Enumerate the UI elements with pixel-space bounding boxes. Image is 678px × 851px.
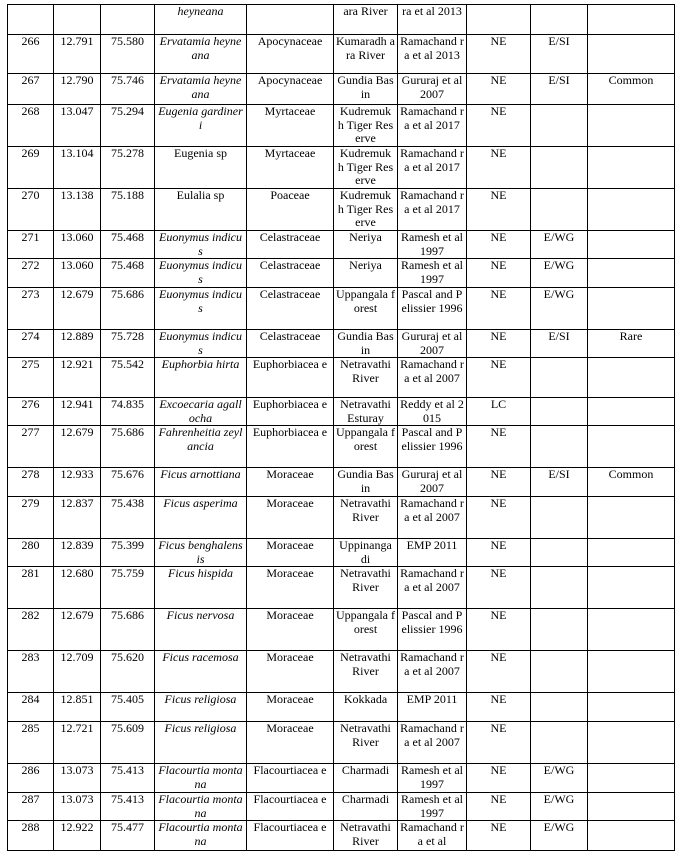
endemism-cell [531, 105, 588, 147]
iucn-status-cell: NE [467, 358, 531, 398]
endemism-cell: E/WG [531, 793, 588, 821]
family-name-cell: Apocynaceae [247, 74, 334, 105]
species-name-cell: Eugenia sp [155, 147, 247, 189]
abundance-status-cell [588, 147, 675, 189]
table-row [8, 609, 675, 651]
longitude-cell: 75.620 [101, 651, 155, 693]
location-cell: Gundia Basin [334, 74, 398, 105]
abundance-status-cell [588, 651, 675, 693]
latitude-cell: 12.721 [54, 722, 101, 764]
species-name-cell: Eugenia gardineri [155, 105, 247, 147]
abundance-status-cell [588, 426, 675, 468]
family-name-cell: Flacourtiacea e [247, 821, 334, 851]
latitude-cell: 12.851 [54, 693, 101, 722]
iucn-status-cell: NE [467, 147, 531, 189]
endemism-cell: E/SI [531, 330, 588, 358]
table-row [8, 722, 675, 764]
table-row [8, 147, 675, 189]
abundance-status-cell [588, 764, 675, 793]
location-cell: Uppinanga di [334, 539, 398, 567]
endemism-cell: E/SI [531, 468, 588, 497]
family-name-cell: Moraceae [247, 539, 334, 567]
abundance-status-cell [588, 231, 675, 259]
endemism-cell [531, 5, 588, 35]
longitude-cell: 75.413 [101, 764, 155, 793]
row-number-cell: 281 [8, 567, 54, 609]
iucn-status-cell: NE [467, 497, 531, 539]
species-name-cell: Ficus benghalensis [155, 539, 247, 567]
abundance-status-cell [588, 358, 675, 398]
table-row [8, 105, 675, 147]
source-reference-cell: Ramachand ra et al 2007 [398, 651, 467, 693]
latitude-cell: 12.933 [54, 468, 101, 497]
family-name-cell: Apocynaceae [247, 35, 334, 74]
latitude-cell: 12.922 [54, 821, 101, 851]
source-reference-cell: EMP 2011 [398, 693, 467, 722]
source-reference-cell: Pascal and Pelissier 1996 [398, 609, 467, 651]
species-name-cell: Ervatamia heyneana [155, 74, 247, 105]
longitude-cell: 75.399 [101, 539, 155, 567]
family-name-cell: Celastraceae [247, 288, 334, 330]
abundance-status-cell [588, 693, 675, 722]
row-number-cell [8, 5, 54, 35]
latitude-cell: 12.791 [54, 35, 101, 74]
iucn-status-cell [467, 5, 531, 35]
row-number-cell: 266 [8, 35, 54, 74]
iucn-status-cell: NE [467, 609, 531, 651]
iucn-status-cell: NE [467, 722, 531, 764]
family-name-cell: Moraceae [247, 468, 334, 497]
species-name-cell: Ficus nervosa [155, 609, 247, 651]
abundance-status-cell [588, 821, 675, 851]
latitude-cell: 13.073 [54, 764, 101, 793]
location-cell: Uppangala forest [334, 609, 398, 651]
source-reference-cell: Ramachand ra et al 2017 [398, 147, 467, 189]
table-row [8, 821, 675, 851]
abundance-status-cell: Common [588, 74, 675, 105]
endemism-cell: E/WG [531, 231, 588, 259]
abundance-status-cell [588, 5, 675, 35]
species-name-cell: Flacourtia montana [155, 821, 247, 851]
abundance-status-cell: Rare [588, 330, 675, 358]
location-cell: Netravathi River [334, 358, 398, 398]
iucn-status-cell: LC [467, 398, 531, 426]
location-cell: Kudremuk h Tiger Reserve [334, 147, 398, 189]
iucn-status-cell: NE [467, 74, 531, 105]
latitude-cell: 12.790 [54, 74, 101, 105]
endemism-cell [531, 398, 588, 426]
longitude-cell: 75.686 [101, 426, 155, 468]
family-name-cell: Moraceae [247, 693, 334, 722]
species-name-cell: Excoecaria agallocha [155, 398, 247, 426]
table-row [8, 35, 675, 74]
endemism-cell: E/WG [531, 821, 588, 851]
abundance-status-cell [588, 539, 675, 567]
species-name-cell: Euonymus indicus [155, 330, 247, 358]
longitude-cell: 75.413 [101, 793, 155, 821]
location-cell: Netravathi Esturay [334, 398, 398, 426]
table-row [8, 468, 675, 497]
longitude-cell: 75.477 [101, 821, 155, 851]
location-cell: Uppangala forest [334, 426, 398, 468]
longitude-cell: 75.676 [101, 468, 155, 497]
row-number-cell: 284 [8, 693, 54, 722]
species-name-cell: Ervatamia heyneana [155, 35, 247, 74]
species-name-cell: Flacourtia montana [155, 793, 247, 821]
abundance-status-cell [588, 398, 675, 426]
iucn-status-cell: NE [467, 35, 531, 74]
longitude-cell: 75.468 [101, 259, 155, 288]
latitude-cell: 12.680 [54, 567, 101, 609]
table-row [8, 358, 675, 398]
table-row [8, 651, 675, 693]
source-reference-cell: Gururaj et al 2007 [398, 468, 467, 497]
species-name-cell: Ficus arnottiana [155, 468, 247, 497]
iucn-status-cell: NE [467, 330, 531, 358]
latitude-cell: 13.060 [54, 231, 101, 259]
location-cell: Netravathi River [334, 722, 398, 764]
latitude-cell: 13.104 [54, 147, 101, 189]
latitude-cell: 12.679 [54, 609, 101, 651]
latitude-cell: 12.679 [54, 288, 101, 330]
abundance-status-cell [588, 259, 675, 288]
row-number-cell: 277 [8, 426, 54, 468]
endemism-cell [531, 539, 588, 567]
endemism-cell [531, 651, 588, 693]
source-reference-cell: Pascal and Pelissier 1996 [398, 288, 467, 330]
row-number-cell: 279 [8, 497, 54, 539]
table-row [8, 231, 675, 259]
table-row [8, 567, 675, 609]
row-number-cell: 267 [8, 74, 54, 105]
family-name-cell: Moraceae [247, 567, 334, 609]
family-name-cell: Euphorbiacea e [247, 358, 334, 398]
row-number-cell: 286 [8, 764, 54, 793]
latitude-cell: 12.709 [54, 651, 101, 693]
family-name-cell: Moraceae [247, 497, 334, 539]
longitude-cell [101, 5, 155, 35]
row-number-cell: 270 [8, 189, 54, 231]
abundance-status-cell [588, 105, 675, 147]
abundance-status-cell [588, 567, 675, 609]
species-name-cell: Ficus religiosa [155, 693, 247, 722]
species-name-cell: Eulalia sp [155, 189, 247, 231]
species-name-cell: Euonymus indicus [155, 259, 247, 288]
latitude-cell: 12.839 [54, 539, 101, 567]
latitude-cell: 13.073 [54, 793, 101, 821]
family-name-cell: Celastraceae [247, 259, 334, 288]
source-reference-cell: Ramachand ra et al 2007 [398, 567, 467, 609]
source-reference-cell: Ramachand ra et al [398, 821, 467, 851]
iucn-status-cell: NE [467, 793, 531, 821]
species-name-cell: Fahrenheitia zeylancia [155, 426, 247, 468]
longitude-cell: 75.542 [101, 358, 155, 398]
table-row [8, 539, 675, 567]
row-number-cell: 278 [8, 468, 54, 497]
species-name-cell: Flacourtia montana [155, 764, 247, 793]
location-cell: Netravathi River [334, 651, 398, 693]
abundance-status-cell [588, 288, 675, 330]
row-number-cell: 287 [8, 793, 54, 821]
latitude-cell: 13.138 [54, 189, 101, 231]
longitude-cell: 75.278 [101, 147, 155, 189]
location-cell: Kudremuk h Tiger Reserve [334, 105, 398, 147]
family-name-cell: Poaceae [247, 189, 334, 231]
iucn-status-cell: NE [467, 821, 531, 851]
source-reference-cell: ra et al 2013 [398, 5, 467, 35]
species-name-cell: Ficus religiosa [155, 722, 247, 764]
abundance-status-cell [588, 35, 675, 74]
latitude-cell: 12.889 [54, 330, 101, 358]
table-row [8, 497, 675, 539]
source-reference-cell: Ramesh et al 1997 [398, 259, 467, 288]
iucn-status-cell: NE [467, 567, 531, 609]
table-row [8, 330, 675, 358]
row-number-cell: 273 [8, 288, 54, 330]
table-row [8, 793, 675, 821]
endemism-cell: E/SI [531, 74, 588, 105]
row-number-cell: 268 [8, 105, 54, 147]
iucn-status-cell: NE [467, 259, 531, 288]
location-cell: Charmadi [334, 764, 398, 793]
endemism-cell: E/WG [531, 288, 588, 330]
table-row [8, 693, 675, 722]
row-number-cell: 285 [8, 722, 54, 764]
iucn-status-cell: NE [467, 539, 531, 567]
iucn-status-cell: NE [467, 288, 531, 330]
longitude-cell: 75.609 [101, 722, 155, 764]
source-reference-cell: Ramesh et al 1997 [398, 793, 467, 821]
location-cell: Kudremuk h Tiger Reserve [334, 189, 398, 231]
family-name-cell: Myrtaceae [247, 105, 334, 147]
source-reference-cell: Reddy et al 2015 [398, 398, 467, 426]
iucn-status-cell: NE [467, 468, 531, 497]
endemism-cell [531, 693, 588, 722]
species-name-cell: Euonymus indicus [155, 231, 247, 259]
row-number-cell: 272 [8, 259, 54, 288]
longitude-cell: 75.580 [101, 35, 155, 74]
source-reference-cell: Pascal and Pelissier 1996 [398, 426, 467, 468]
endemism-cell [531, 189, 588, 231]
family-name-cell: Euphorbiacea e [247, 426, 334, 468]
iucn-status-cell: NE [467, 651, 531, 693]
longitude-cell: 75.759 [101, 567, 155, 609]
family-name-cell: Celastraceae [247, 231, 334, 259]
source-reference-cell: Ramesh et al 1997 [398, 231, 467, 259]
abundance-status-cell [588, 189, 675, 231]
endemism-cell: E/SI [531, 35, 588, 74]
row-number-cell: 271 [8, 231, 54, 259]
abundance-status-cell [588, 722, 675, 764]
iucn-status-cell: NE [467, 189, 531, 231]
species-name-cell: Euphorbia hirta [155, 358, 247, 398]
row-number-cell: 280 [8, 539, 54, 567]
source-reference-cell: Ramachand ra et al 2007 [398, 497, 467, 539]
iucn-status-cell: NE [467, 105, 531, 147]
species-name-cell: Euonymus indicus [155, 288, 247, 330]
source-reference-cell: Ramesh et al 1997 [398, 764, 467, 793]
table-row [8, 764, 675, 793]
family-name-cell [247, 5, 334, 35]
location-cell: Netravathi River [334, 497, 398, 539]
endemism-cell [531, 722, 588, 764]
species-name-cell: Ficus asperima [155, 497, 247, 539]
latitude-cell: 12.837 [54, 497, 101, 539]
family-name-cell: Moraceae [247, 609, 334, 651]
longitude-cell: 75.468 [101, 231, 155, 259]
iucn-status-cell: NE [467, 764, 531, 793]
iucn-status-cell: NE [467, 426, 531, 468]
longitude-cell: 75.686 [101, 288, 155, 330]
family-name-cell: Euphorbiacea e [247, 398, 334, 426]
source-reference-cell: Ramachand ra et al 2013 [398, 35, 467, 74]
table-row [8, 74, 675, 105]
longitude-cell: 74.835 [101, 398, 155, 426]
location-cell: Gundia Basin [334, 468, 398, 497]
table-row [8, 259, 675, 288]
row-number-cell: 274 [8, 330, 54, 358]
abundance-status-cell [588, 609, 675, 651]
endemism-cell: E/WG [531, 259, 588, 288]
longitude-cell: 75.746 [101, 74, 155, 105]
family-name-cell: Myrtaceae [247, 147, 334, 189]
abundance-status-cell [588, 793, 675, 821]
latitude-cell: 12.941 [54, 398, 101, 426]
table-row [8, 189, 675, 231]
longitude-cell: 75.438 [101, 497, 155, 539]
species-name-cell: Ficus racemosa [155, 651, 247, 693]
iucn-status-cell: NE [467, 693, 531, 722]
row-number-cell: 269 [8, 147, 54, 189]
location-cell: Kokkada [334, 693, 398, 722]
latitude-cell: 13.060 [54, 259, 101, 288]
latitude-cell: 13.047 [54, 105, 101, 147]
endemism-cell [531, 358, 588, 398]
source-reference-cell: EMP 2011 [398, 539, 467, 567]
endemism-cell [531, 497, 588, 539]
abundance-status-cell: Common [588, 468, 675, 497]
source-reference-cell: Ramachand ra et al 2017 [398, 189, 467, 231]
location-cell: Netravathi River [334, 821, 398, 851]
row-number-cell: 275 [8, 358, 54, 398]
endemism-cell [531, 426, 588, 468]
location-cell: Charmadi [334, 793, 398, 821]
row-number-cell: 282 [8, 609, 54, 651]
source-reference-cell: Ramachand ra et al 2017 [398, 105, 467, 147]
latitude-cell: 12.679 [54, 426, 101, 468]
species-name-cell: Ficus hispida [155, 567, 247, 609]
longitude-cell: 75.188 [101, 189, 155, 231]
table-row [8, 288, 675, 330]
row-number-cell: 276 [8, 398, 54, 426]
source-reference-cell: Ramachand ra et al 2007 [398, 722, 467, 764]
location-cell: ara River [334, 5, 398, 35]
row-number-cell: 283 [8, 651, 54, 693]
source-reference-cell: Gururaj et al 2007 [398, 330, 467, 358]
longitude-cell: 75.686 [101, 609, 155, 651]
table-row [8, 5, 675, 35]
location-cell: Kumaradh ara River [334, 35, 398, 74]
location-cell: Neriya [334, 259, 398, 288]
location-cell: Gundia Basin [334, 330, 398, 358]
endemism-cell [531, 609, 588, 651]
location-cell: Neriya [334, 231, 398, 259]
iucn-status-cell: NE [467, 231, 531, 259]
table-row [8, 398, 675, 426]
endemism-cell [531, 567, 588, 609]
family-name-cell: Moraceae [247, 722, 334, 764]
location-cell: Uppangala forest [334, 288, 398, 330]
table-row [8, 426, 675, 468]
longitude-cell: 75.405 [101, 693, 155, 722]
family-name-cell: Moraceae [247, 651, 334, 693]
source-reference-cell: Gururaj et al 2007 [398, 74, 467, 105]
endemism-cell: E/WG [531, 764, 588, 793]
abundance-status-cell [588, 497, 675, 539]
location-cell: Netravathi River [334, 567, 398, 609]
source-reference-cell: Ramachand ra et al 2007 [398, 358, 467, 398]
latitude-cell [54, 5, 101, 35]
longitude-cell: 75.728 [101, 330, 155, 358]
family-name-cell: Flacourtiacea e [247, 764, 334, 793]
endemism-cell [531, 147, 588, 189]
species-name-cell: heyneana [155, 5, 247, 35]
family-name-cell: Flacourtiacea e [247, 793, 334, 821]
row-number-cell: 288 [8, 821, 54, 851]
family-name-cell: Celastraceae [247, 330, 334, 358]
longitude-cell: 75.294 [101, 105, 155, 147]
latitude-cell: 12.921 [54, 358, 101, 398]
species-table [7, 4, 675, 851]
